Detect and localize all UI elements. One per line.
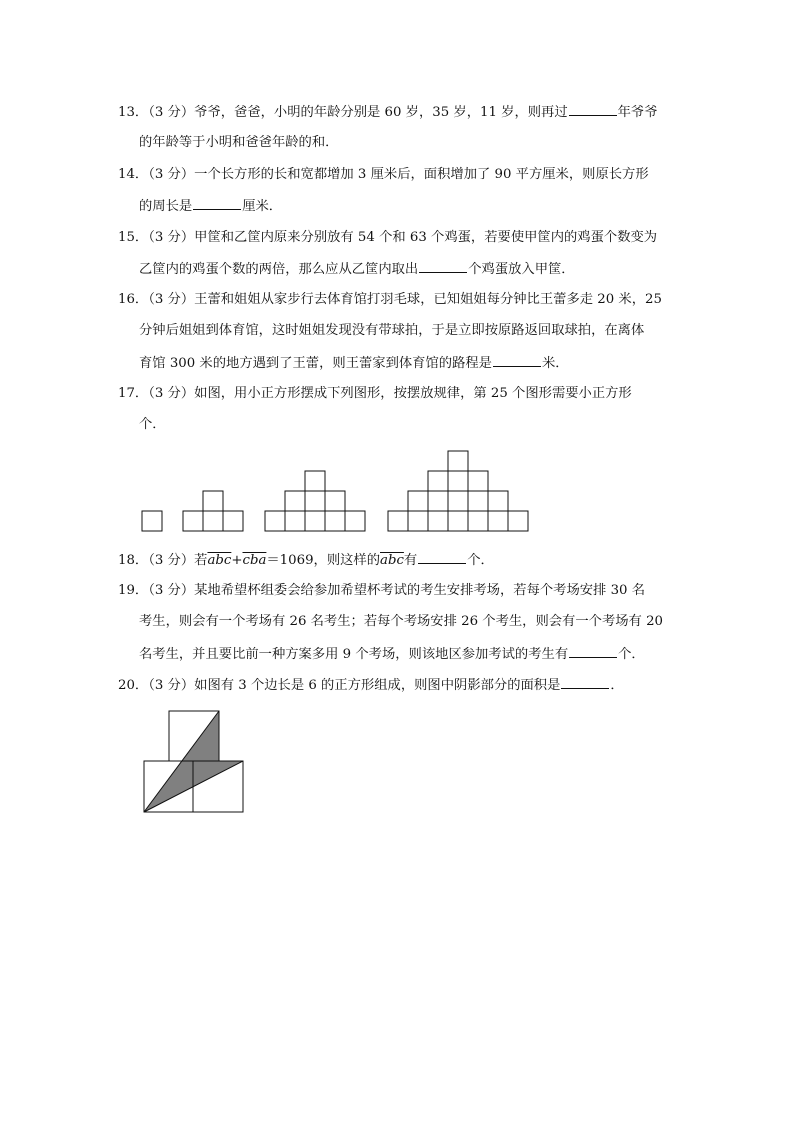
- q15-text: 乙筐内的鸡蛋个数的两倍，那么应从乙筐内取出: [139, 262, 419, 277]
- q19-blank[interactable]: [569, 645, 617, 658]
- q20-shaded-figure: [144, 711, 243, 812]
- q18-cba: $\overline{cba}$: [242, 553, 267, 568]
- q20-blank[interactable]: [561, 676, 609, 689]
- pattern4: [388, 451, 528, 531]
- q20-line1: [118, 676, 624, 695]
- q17-line2: 个．: [139, 417, 166, 432]
- q16-text: 育馆 300 米的地方遇到了王蕾，则王蕾家到体育馆的路程是: [139, 356, 492, 371]
- q15-line1: 15．（3 分）甲筐和乙筐内原来分别放有 54 个和 63 个鸡蛋，若要使甲筐内的鸡蛋个数变为: [118, 230, 658, 245]
- q19-text: 名考生，并且要比前一种方案多用 9 个考场，则该地区参加考试的考生有: [139, 647, 569, 662]
- q14-line1: 14．（3 分）一个长方形的长和宽都增加 3 厘米后，面积增加了 90 平方厘米，则原长方形: [118, 167, 649, 182]
- q19-line3: [139, 645, 645, 664]
- q18-prefix: 18．（3 分）若: [118, 553, 208, 568]
- q14-text-end: 厘米．: [242, 199, 283, 214]
- q16-line1: 16．（3 分）王蕾和姐姐从家步行去体育馆打羽毛球，已知姐姐每分钟比王蕾多走 20 米，25: [118, 292, 662, 307]
- q13-line2: 的年龄等于小明和爸爸年龄的和．: [139, 135, 339, 150]
- q20-text: 20．（3 分）如图有 3 个边长是 6 的正方形组成，则图中阴影部分的面积是: [118, 678, 561, 693]
- q15-text-end: 个鸡蛋放入甲筐．: [468, 262, 575, 277]
- q18-abc: $\overline{abc}$: [207, 553, 232, 568]
- q19-line1: 19．（3 分）某地希望杯组委会给参加希望杯考试的考生安排考场，若每个考场安排 30 名: [118, 583, 646, 598]
- q16-line2: 分钟后姐姐到体育馆，这时姐姐发现没有带球拍，于是立即按原路返回取球拍，在离体: [139, 323, 645, 338]
- q18-eq: ＝1069，则这样的: [266, 553, 381, 568]
- pattern3: [265, 471, 365, 531]
- q17-pattern-figure: [142, 451, 528, 531]
- q19-text-end: 个．: [618, 647, 645, 662]
- q18-line1: [118, 551, 494, 570]
- q18-plus: +: [231, 553, 243, 568]
- pattern1-square: [142, 511, 162, 531]
- q13-text: 13．（3 分）爷爷，爸爸，小明的年龄分别是 60 岁，35 岁，11 岁，则再过: [118, 105, 568, 120]
- q18-suffix: 个．: [467, 553, 494, 568]
- q18-has: 有: [403, 553, 418, 568]
- q14-text: 的周长是: [139, 199, 193, 214]
- q19-line2: 考生，则会有一个考场有 26 名考生；若每个考场安排 26 个考生，则会有一个考场有 20: [139, 614, 663, 629]
- q16-text-end: 米．: [541, 356, 569, 371]
- q13-text-end: 年爷爷: [617, 105, 658, 120]
- q18-blank[interactable]: [418, 551, 466, 564]
- pattern2: [183, 491, 243, 531]
- q18-abc2: $\overline{abc}$: [380, 553, 404, 568]
- q17-line1: 17．（3 分）如图，用小正方形摆成下列图形，按摆放规律，第 25 个图形需要小正方形: [118, 386, 632, 401]
- q20-text-end: ．: [610, 678, 624, 693]
